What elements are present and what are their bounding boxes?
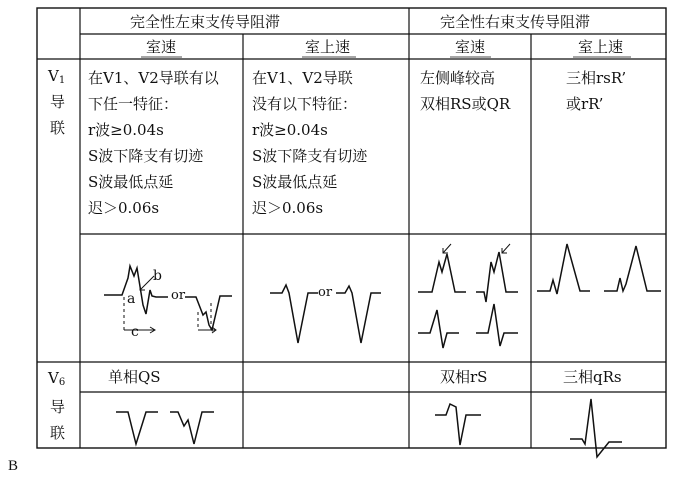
subheader-rbbb-vt: 室速 [455,38,486,56]
v6-lead-label-line3: 联 [50,424,66,442]
v1-lbbb-svt-line5: S波最低点延 [252,173,338,191]
v6-lead-label: $V_6$ [48,369,66,388]
figure-label: B [8,458,19,474]
subheader-lbbb-vt: 室速 [146,38,177,56]
v6-lbbb-vt-waveform [116,412,214,444]
header-rbbb: 完全性右束支传导阻滞 [440,13,591,31]
v6-rbbb-vt-text: 双相rS [440,368,488,386]
header-lbbb: 完全性左束支传导阻滞 [130,13,281,31]
v1-lbbb-vt-line6: 迟＞0.06s [88,199,160,217]
label-c: c [131,324,139,340]
v6-lbbb-vt-text: 单相QS [108,368,161,386]
v1-rbbb-vt-waveform [418,244,518,348]
v6-rbbb-svt-text: 三相qRs [563,368,622,386]
subheader-lbbb-svt: 室上速 [305,38,351,56]
label-or-1: or [171,285,185,307]
v1-rbbb-vt-line1: 左侧峰较高 [420,69,496,87]
v1-lead-label-line2: 导 [50,93,66,111]
v1-lbbb-svt-line2: 没有以下特征： [252,95,358,113]
label-b: b [153,268,162,284]
v6-rbbb-vt-waveform [435,404,481,445]
v1-rbbb-vt-line2: 双相RS或QR [420,95,511,113]
v1-lead-label: $V_1$ [48,67,66,86]
v1-lead-label-line3: 联 [50,119,66,137]
v1-lbbb-vt-line2: 下任一特征： [88,95,179,113]
v1-rbbb-svt-line1: 三相rsR’ [566,69,627,87]
v1-lbbb-vt-waveform [104,266,232,333]
v1-lbbb-vt-line4: S波下降支有切迹 [88,147,204,165]
v1-lbbb-svt-line3: r波≥0.04s [252,121,328,139]
v1-lbbb-vt-line5: S波最低点延 [88,173,174,191]
v1-lbbb-svt-line1: 在V1、V2导联 [252,69,353,87]
label-a: a [127,291,136,307]
v1-rbbb-svt-line2: 或rR’ [566,95,604,113]
v1-rbbb-svt-waveform [537,244,661,294]
v1-lbbb-svt-line4: S波下降支有切迹 [252,147,368,165]
v6-lead-label-line2: 导 [50,398,66,416]
v1-lbbb-vt-line1: 在V1、V2导联有以 [88,69,219,87]
label-or-2: or [318,282,332,304]
subheader-rbbb-svt: 室上速 [578,38,624,56]
v1-lbbb-vt-line3: r波≥0.04s [88,121,164,139]
v1-lbbb-svt-line6: 迟＞0.06s [252,199,324,217]
